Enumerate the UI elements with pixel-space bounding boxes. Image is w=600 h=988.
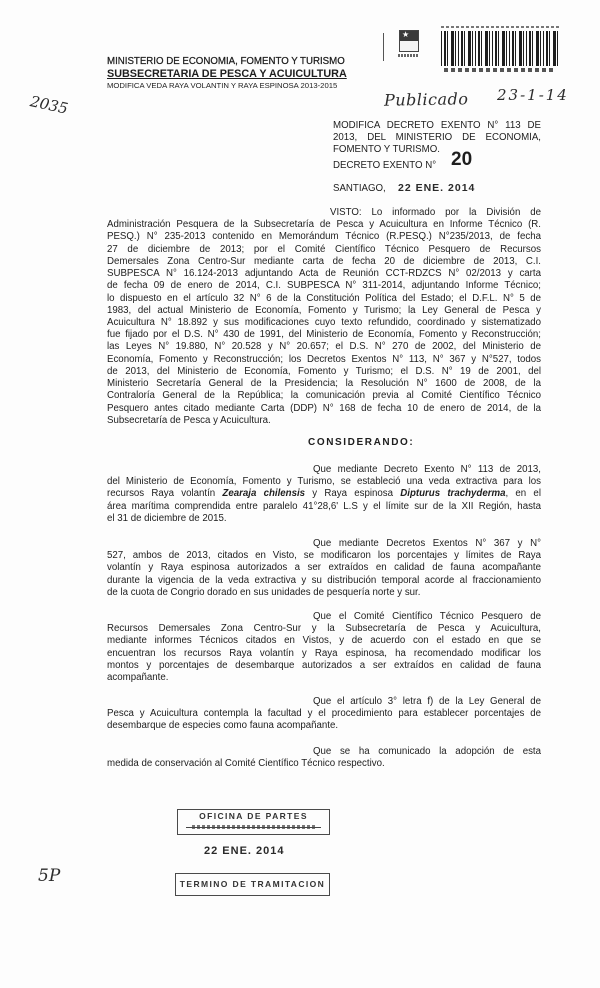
- text-line: Que mediante Decreto Exento N° 113 de 2013,: [313, 464, 541, 475]
- text-line: PESQ.) N° 235-2013 contenido en Memorándum Técnico (R.PESQ.) N°235/2013, de fecha: [107, 231, 541, 243]
- considerando-paragraph: [107, 538, 541, 599]
- text-line: Que se ha comunicado la adopción de esta: [313, 746, 541, 757]
- text-line: Que el Comité Científico Técnico Pesquero de: [313, 611, 541, 622]
- text-line: área marítima comprendida entre paralelo 41°28,6' L.S y el límite sur de la XII Región, hasta: [107, 500, 541, 512]
- text-line: Contraloría General de la República; la comunicación previa al Comité Científico Técnico: [107, 390, 541, 402]
- text-line: de fecha 09 de enero de 2014, C.I. SUBPESCA N° 311-2014, adjuntando Informe Técnico;: [107, 280, 541, 292]
- text-line: 27 de diciembre de 2013; por el Comité Científico Técnico Pesquero de Recursos: [107, 243, 541, 255]
- handwritten-published-date: 23-1-14: [497, 86, 569, 104]
- text-line: fue fijado por el D.S. N° 430 de 1991, del Ministerio de Economía, Fomento y Reconstrucción;: [107, 329, 541, 341]
- text-segment: recursos Raya volantín: [107, 488, 223, 500]
- considerando-paragraph: [107, 696, 541, 733]
- decree-number-stamp: 20: [451, 149, 473, 170]
- decree-title: [333, 120, 541, 157]
- barcode: [441, 31, 559, 66]
- considerando-heading: CONSIDERANDO:: [308, 437, 415, 448]
- text-line: de 2013, del Ministerio de Economía, Fomento y Turismo; el D.S. N° 19 de 2001, del: [107, 365, 541, 377]
- stamp-status: TERMINO DE TRAMITACION: [175, 873, 330, 896]
- reception-stamp: [177, 809, 330, 835]
- species-name: Zearaja chilensis: [222, 488, 306, 500]
- text-line: del Ministerio de Economía, Fomento y Turismo, se estableció una veda extractiva para los: [107, 476, 541, 488]
- text-line: MODIFICA DECRETO EXENTO N° 113 DE: [333, 120, 541, 131]
- text-line: medida de conservación al Comité Científico Técnico respectivo.: [107, 758, 385, 770]
- text-line: Acuicultura N° 18.892 y sus modificaciones cuyo texto refundido, coordinado y sistematizado: [107, 316, 541, 328]
- text-line: Ministerio Secretaría General de la Presidencia; la Resolución N° 1600 de 2008, de la: [107, 378, 541, 390]
- text-line: de la cuota de Congrio dorado en sus unidades de pesquería norte y sur.: [107, 586, 421, 598]
- text-line: [107, 488, 541, 500]
- text-line: durante la vigencia de la veda extractiva y su distribución temporal acorde al fraccionamiento: [107, 574, 541, 586]
- text-line: Que mediante Decretos Exentos N° 367 y N°: [313, 538, 541, 549]
- place-label: SANTIAGO,: [333, 183, 386, 194]
- text-line: Administración Pesquera de la Subsecretaría de Pesca y Acuicultura en Informe Técnico (R.: [107, 219, 541, 231]
- text-line: encuentran los recursos Raya volantín y Raya espinosa, ha recomendado modificar los: [107, 647, 541, 659]
- considerando-paragraph: [107, 611, 541, 684]
- header-reference: MODIFICA VEDA RAYA VOLANTIN Y RAYA ESPINOSA 2013-2015: [107, 80, 338, 90]
- text-line: Economía, Fomento y Reconstrucción; los Decretos Exentos N° 113, N° 367 y N°527, todos: [107, 353, 541, 365]
- barcode-caption-mark: [441, 26, 559, 28]
- text-line: acompañante.: [107, 672, 169, 684]
- stamp-date: 22 ENE. 2014: [204, 845, 285, 857]
- text-line: Pesca y Acuicultura contempla la facultad y el procedimiento para establecer porcentajes de: [107, 708, 541, 720]
- text-line: 1983, del actual Ministerio de Economía, Fomento y Turismo; la Ley General de Pesca y: [107, 304, 541, 316]
- text-line: volantín y Raya espinosa autorizados a ser extraídos en calidad de fauna acompañante: [107, 562, 541, 574]
- text-line: las Leyes N° 19.880, N° 20.528 y N° 20.657; el D.S. N° 270 de 2002, del Ministerio de: [107, 341, 541, 353]
- divider-line: [383, 33, 384, 61]
- text-line: FOMENTO Y TURISMO.: [333, 144, 440, 156]
- considerando-paragraph: [107, 746, 541, 770]
- text-line: 2013, DEL MINISTERIO DE ECONOMÍA,: [333, 132, 541, 144]
- text-line: 527, ambos de 2013, citados en Visto, se modificaron los porcentajes y límites de Raya: [107, 550, 541, 562]
- text-line: desembarque de especies como fauna acompañante.: [107, 720, 339, 732]
- logo-caption-mark: [398, 54, 418, 57]
- text-line: montos y porcentajes de desembarque autorizados a ser extraídos en calidad de fauna: [107, 659, 541, 671]
- handwritten-initials: 5P: [38, 866, 61, 886]
- stamp-strike-line: [186, 827, 321, 828]
- text-line: lo dispuesto en el artículo 32 N° 6 de la Constitución Política del Estado; el D.F.L. N° 5 de: [107, 292, 541, 304]
- text-segment: , en el: [505, 488, 541, 500]
- text-line: Subsecretaría de Pesca y Acuicultura.: [107, 414, 271, 426]
- text-line: Demersales Zona Centro-Sur mediante carta de fecha 20 de diciembre de 2013, C.I.: [107, 255, 541, 267]
- government-logo: [399, 30, 419, 52]
- text-line: el 31 de diciembre de 2015.: [107, 512, 227, 524]
- header-ministry: MINISTERIO DE ECONOMIA, FOMENTO Y TURISMO: [107, 56, 345, 67]
- handwritten-published-label: Publicado: [383, 89, 469, 110]
- species-name: Dipturus trachyderma: [400, 488, 506, 500]
- header-subsecretariat: SUBSECRETARIA DE PESCA Y ACUICULTURA: [107, 68, 347, 80]
- star-icon: ★: [402, 30, 410, 39]
- text-line: SUBPESCA N° 16.124-2013 adjuntando Acta de Reunión CCT-RDZCS N° 02/2013 y carta: [107, 268, 541, 280]
- barcode-digits-mark: [444, 68, 556, 72]
- text-line: Recursos Demersales Zona Centro-Sur y la Subsecretaría de Pesca y Acuicultura,: [107, 623, 541, 635]
- stamp-office: OFICINA DE PARTES: [199, 811, 308, 821]
- considerando-paragraph: [107, 464, 541, 525]
- text-segment: y Raya espinosa: [305, 488, 401, 500]
- decree-label: DECRETO EXENTO N°: [333, 160, 437, 171]
- text-line: Que el artículo 3° letra f) de la Ley General de: [313, 696, 541, 707]
- text-line: Pesquero antes citado mediante Carta (DDP) N° 168 de fecha 10 de enero de 2014, de la: [107, 402, 541, 414]
- visto-section: [107, 207, 541, 427]
- date-stamp: 22 ENE. 2014: [398, 182, 476, 194]
- text-line: VISTO: Lo informado por la División de: [330, 207, 541, 218]
- handwritten-file-number: 2035: [28, 92, 70, 118]
- text-line: mediante informes Técnicos citados en Vistos, y de acuerdo con el estado en que se: [107, 635, 541, 647]
